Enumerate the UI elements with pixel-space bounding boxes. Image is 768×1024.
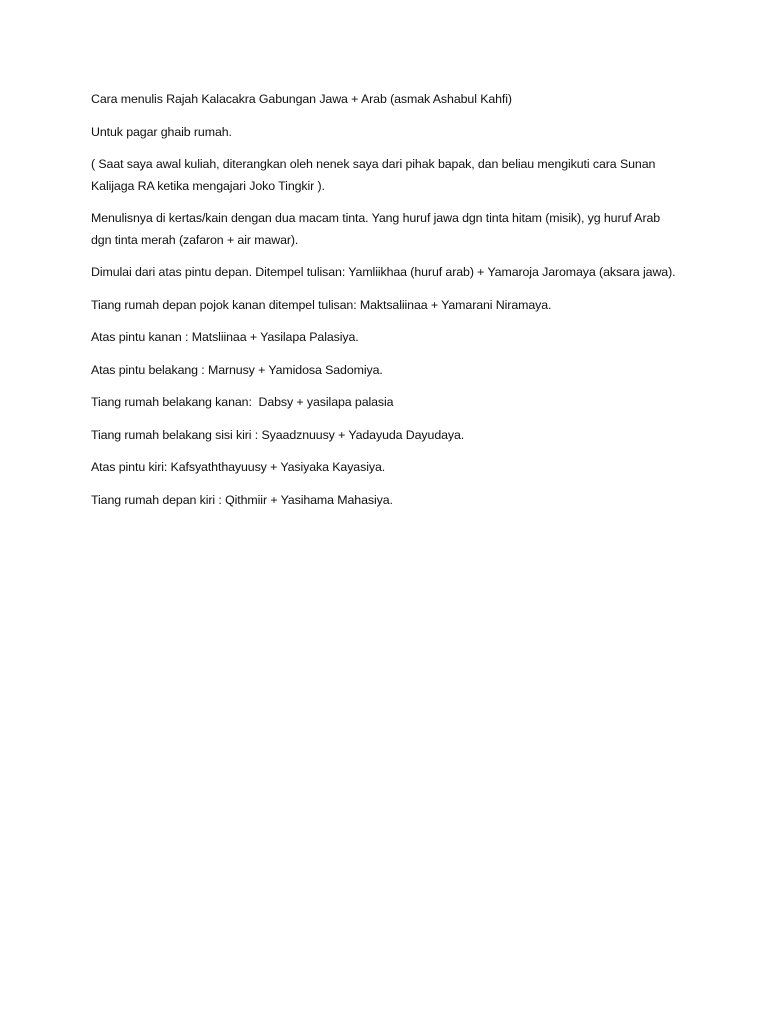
- paragraph-purpose: Untuk pagar ghaib rumah.: [91, 124, 232, 139]
- paragraph-front-right-pillar: Tiang rumah depan pojok kanan ditempel tulisan: Maktsaliinaa + Yamarani Niramaya.: [91, 297, 552, 312]
- paragraph-right-door: Atas pintu kanan : Matsliinaa + Yasilapa Palasiya.: [91, 330, 359, 344]
- paragraph-front-left-pillar: Tiang rumah depan kiri : Qithmiir + Yasihama Mahasiya.: [91, 492, 393, 507]
- paragraph-front-door: Dimulai dari atas pintu depan. Ditempel tulisan: Yamliikhaa (huruf arab) + Yamaroja Jaromaya (aksara jawa).: [91, 265, 676, 279]
- paragraph-left-door: Atas pintu kiri: Kafsyaththayuusy + Yasiyaka Kayasiya.: [91, 460, 386, 474]
- paragraph-origin: ( Saat saya awal kuliah, diterangkan oleh nenek saya dari pihak bapak, dan beliau mengikuti cara Sunan Kalijaga RA ketika mengajari Joko Tingkir ).: [91, 157, 659, 193]
- paragraph-back-left-pillar: Tiang rumah belakang sisi kiri : Syaadznuusy + Yadayuda Dayudaya.: [91, 427, 465, 442]
- paragraph-back-door: Atas pintu belakang : Marnusy + Yamidosa Sadomiya.: [91, 362, 383, 377]
- document-body: [91, 89, 681, 522]
- paragraph-ink-instructions: Menulisnya di kertas/kain dengan dua macam tinta. Yang huruf jawa dgn tinta hitam (misik), yg huruf Arab dgn tinta merah (zafaron + air mawar).: [91, 211, 664, 247]
- document-title-line: Cara menulis Rajah Kalacakra Gabungan Jawa + Arab (asmak Ashabul Kahfi): [91, 92, 512, 106]
- paragraph-back-right-pillar: Tiang rumah belakang kanan: Dabsy + yasilapa palasia: [91, 395, 394, 409]
